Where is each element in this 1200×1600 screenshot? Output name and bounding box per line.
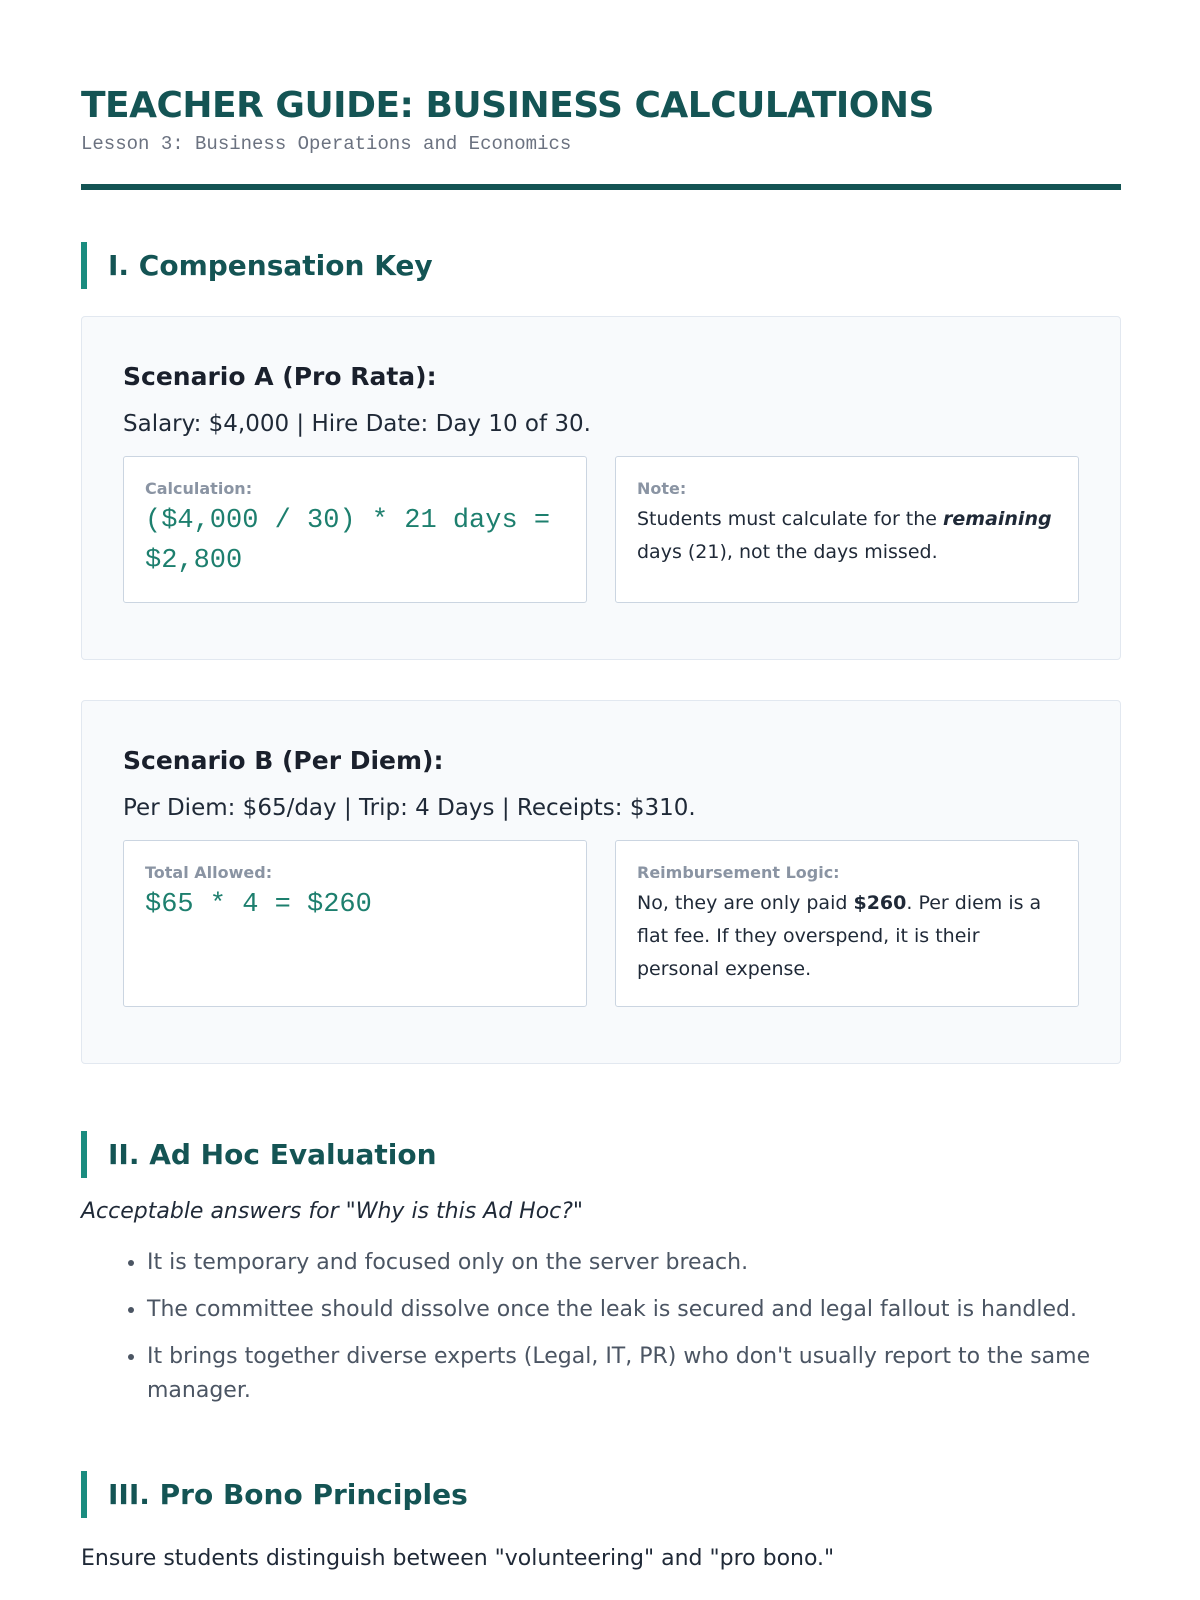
calculation-value: ($4,000 / 30) * 21 days = $2,800 [145, 506, 551, 576]
scenario-b-title: Scenario B (Per Diem): [123, 746, 444, 775]
title-divider [81, 184, 1121, 190]
ad-hoc-answer-list [81, 1246, 1119, 1408]
scenario-b-boxes [123, 840, 1079, 1007]
note-label: Note: [637, 479, 687, 498]
scenario-a-info: Salary: $4,000 | Hire Date: Day 10 of 30. [123, 411, 591, 437]
list-item: • The committee should dissolve once the leak is secured and legal fallout is handled. [147, 1293, 1119, 1327]
list-item: • It is temporary and focused only on the server breach. [147, 1246, 1119, 1280]
scenario-a-boxes [123, 456, 1079, 603]
scenario-a-card [81, 316, 1121, 660]
section-accent-bar [81, 1131, 87, 1178]
scenario-b-info: Per Diem: $65/day | Trip: 4 Days | Receipts: $310. [123, 795, 696, 821]
note-text-part: Students must calculate for the [637, 508, 944, 530]
total-allowed-box [123, 840, 587, 1007]
note-emphasis: $260 [853, 892, 907, 914]
calculation-box [123, 456, 587, 603]
calculation-label: Calculation: [145, 479, 253, 498]
scenario-b-card [81, 700, 1121, 1064]
note-emphasis: remaining [943, 508, 1052, 530]
page-subtitle: Lesson 3: Business Operations and Economics [81, 133, 572, 155]
section-heading-text: I. Compensation Key [108, 249, 433, 282]
section-accent-bar [81, 242, 87, 289]
total-allowed-label: Total Allowed: [145, 863, 273, 882]
section-accent-bar [81, 1471, 87, 1518]
section-heading-text: III. Pro Bono Principles [108, 1478, 468, 1511]
section-heading-text: II. Ad Hoc Evaluation [108, 1138, 437, 1171]
section-heading-compensation [81, 242, 1119, 289]
note-text-part: No, they are only paid [637, 892, 854, 914]
page-title: TEACHER GUIDE: BUSINESS CALCULATIONS [81, 85, 934, 126]
reimbursement-logic-label: Reimbursement Logic: [637, 863, 840, 882]
note-text [637, 503, 1057, 569]
section-heading-ad-hoc [81, 1131, 1119, 1178]
list-item: • It brings together diverse experts (Legal, IT, PR) who don't usually report to the same manager. [147, 1340, 1119, 1408]
pro-bono-intro: Ensure students distinguish between "volunteering" and "pro bono." [81, 1546, 835, 1571]
scenario-a-title: Scenario A (Pro Rata): [123, 362, 437, 391]
ad-hoc-intro: Acceptable answers for "Why is this Ad Hoc?" [81, 1199, 584, 1224]
section-heading-pro-bono [81, 1471, 1119, 1518]
note-text-part: days (21), not the days missed. [637, 541, 938, 563]
total-allowed-value: $65 * 4 = $260 [145, 890, 372, 920]
note-text-part: . Per diem is a flat fee. If they overspend, it is their personal expense. [637, 892, 1042, 980]
note-box [615, 456, 1079, 603]
reimbursement-logic-text [637, 887, 1057, 986]
reimbursement-logic-box [615, 840, 1079, 1007]
